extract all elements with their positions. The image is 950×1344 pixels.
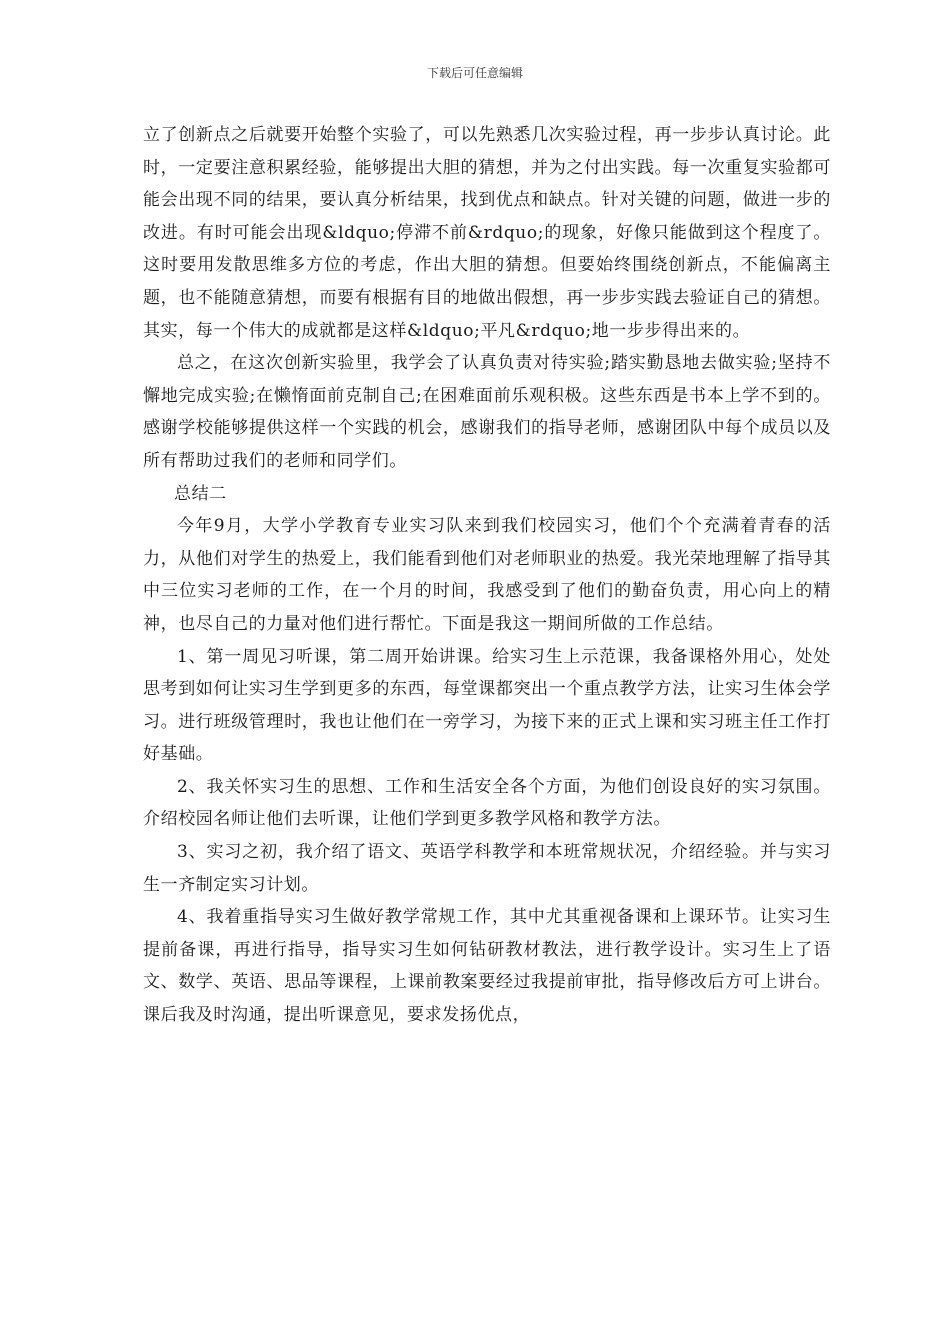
paragraph-item-3: 3、实习之初，我介绍了语文、英语学科教学和本班常规状况，介绍经验。并与实习生一齐制定实习计划。 [143,842,831,895]
section-heading-summary-two: 总结二 [174,483,227,504]
paragraph-internship-intro: 今年9月，大学小学教育专业实习队来到我们校园实习，他们个个充满着青春的活力，从他们对学生的热爱上，我们能看到他们对老师职业的热爱。我光荣地理解了指导其中三位实习老师的工作，在一个月的时间，我感受到了他们的勤奋负责，用心向上的精神，也尽自己的力量对他们进行帮忙。下面是我这一期间所做的工作总结。 [143,516,831,634]
paragraph-experiment-process: 立了创新点之后就要开始整个实验了，可以先熟悉几次实验过程，再一步步认真讨论。此时，一定要注意积累经验，能够提出大胆的猜想，并为之付出实践。每一次重复实验都可能会出现不同的结果，要认真分析结果，找到优点和缺点。针对关键的问题，做进一步的改进。有时可能会出现&ldquo;停滞不前&rdquo;的现象，好像只能做到这个程度了。这时要用发散思维多方位的考虑，作出大胆的猜想。但要始终围绕创新点，不能偏离主题，也不能随意猜想，而要有根据有目的地做出假想，再一步步实践去验证自己的猜想。其实，每一个伟大的成就都是这样&ldquo;平凡&rdquo;地一步步得出来的。 [143,125,831,341]
paragraph-item-1: 1、第一周见习听课，第二周开始讲课。给实习生上示范课，我备课格外用心，处处思考到如何让实习生学到更多的东西，每堂课都突出一个重点教学方法，让实习生体会学习。进行班级管理时，我也让他们在一旁学习，为接下来的正式上课和实习班主任工作打好基础。 [143,646,831,765]
paragraph-item-2: 2、我关怀实习生的思想、工作和生活安全各个方面，为他们创设良好的实习氛围。介绍校园名师让他们去听课，让他们学到更多教学风格和教学方法。 [143,776,831,830]
document-body [143,119,831,1032]
paragraph-summary-conclusion: 总之，在这次创新实验里，我学会了认真负责对待实验;踏实勤恳地去做实验;坚持不懈地完成实验;在懒惰面前克制自己;在困难面前乐观积极。这些东西是书本上学不到的。感谢学校能够提供这样一个实践的机会，感谢我们的指导老师，感谢团队中每个成员以及所有帮助过我们的老师和同学们。 [143,353,831,471]
page-header-note: 下载后可任意编辑 [426,66,523,80]
paragraph-item-4: 4、我着重指导实习生做好教学常规工作，其中尤其重视备课和上课环节。让实习生提前备课，再进行指导，指导实习生如何钻研教材教法，进行教学设计。实习生上了语文、数学、英语、思品等课程，上课前教案要经过我提前审批，指导修改后方可上讲台。课后我及时沟通，提出听课意见，要求发扬优点， [143,907,831,1026]
